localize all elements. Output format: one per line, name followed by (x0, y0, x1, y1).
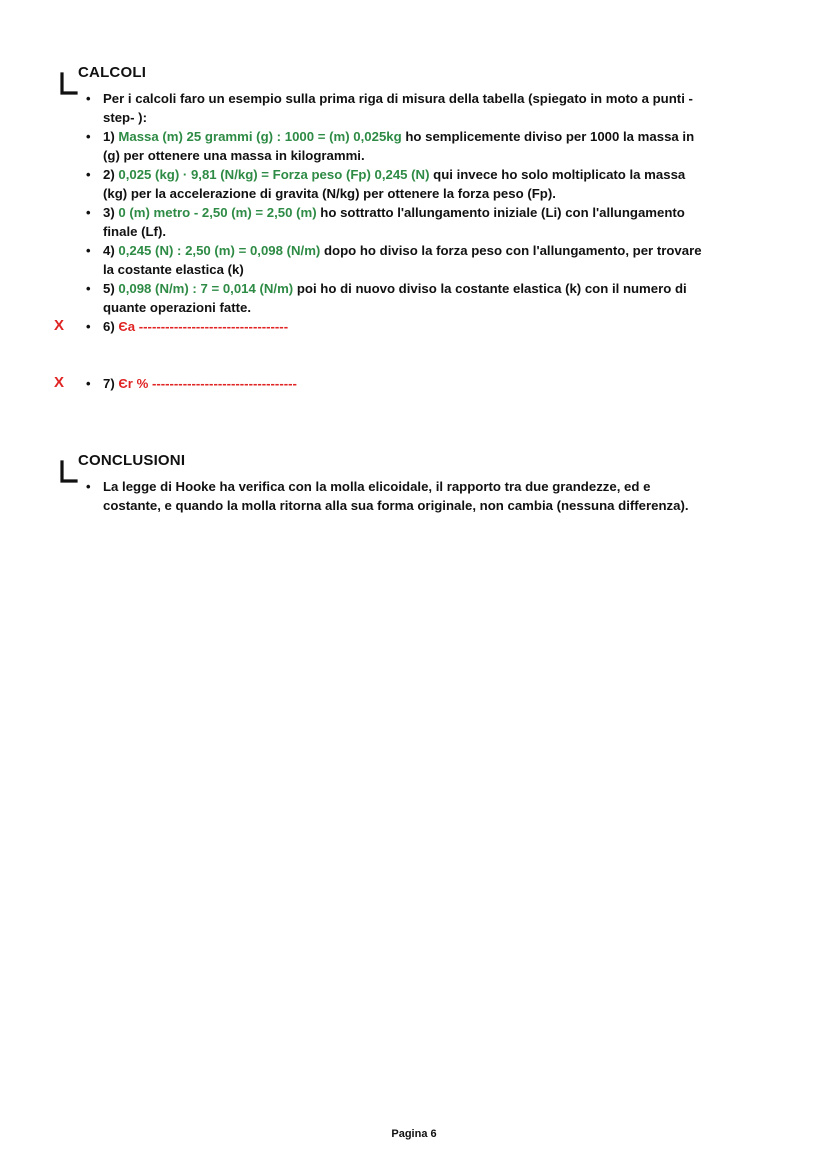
list-item-text: La legge di Hooke ha verifica con la molla elicoidale, il rapporto tra due grandezze, ed e costante, e quando la molla ritorna alla sua forma originale, non cambia (nessuna differenza). (103, 479, 689, 513)
calcoli-section (54, 64, 760, 404)
bullet-icon: • (86, 319, 91, 334)
calculation-explanation: ho sottratto l'allungamento iniziale (Li) con l'allungamento finale (Lf). (103, 205, 685, 239)
calcoli-list (54, 89, 706, 393)
error-mark-icon: X (54, 374, 65, 391)
section-corner-icon (60, 460, 78, 482)
conclusioni-list (86, 477, 706, 515)
bullet-icon: • (86, 243, 91, 258)
list-item (54, 317, 706, 336)
list-item (86, 279, 706, 317)
step-number: 3) (103, 205, 119, 220)
conclusioni-heading: CONCLUSIONI (78, 452, 186, 469)
calculation-explanation: qui invece ho solo moltiplicato la massa (kg) per la accelerazione di gravita (N/kg) per ottenere la forza peso (Fp). (103, 167, 686, 201)
step-number: 4) (103, 243, 119, 258)
calculation-formula: 0 (m) metro - 2,50 (m) = 2,50 (m) (118, 205, 317, 220)
calculation-explanation: dopo ho diviso la forza peso con l'allungamento, per trovare la costante elastica (k) (103, 243, 702, 277)
step-number: 7) (103, 376, 119, 391)
list-item (86, 241, 706, 279)
list-item (86, 127, 706, 165)
calcoli-heading: CALCOLI (78, 64, 147, 81)
step-number: 5) (103, 281, 119, 296)
error-mark-icon: X (54, 317, 65, 334)
missing-calculation: Єr % --------------------------------- (118, 376, 297, 391)
bullet-icon: • (86, 376, 91, 391)
calculation-formula: 0,245 (N) : 2,50 (m) = 0,098 (N/m) (118, 243, 321, 258)
step-number: 6) (103, 319, 119, 334)
calculation-explanation: ho semplicemente diviso per 1000 la massa in (g) per ottenere una massa in kilogrammi. (103, 129, 695, 163)
bullet-icon: • (86, 205, 91, 220)
conclusioni-section (60, 452, 760, 552)
list-item (54, 374, 706, 393)
calculation-explanation: poi ho di nuovo diviso la costante elastica (k) con il numero di quante operazioni fatte. (103, 281, 687, 315)
missing-calculation: Єa ---------------------------------- (118, 319, 289, 334)
calculation-formula: 0,098 (N/m) : 7 = 0,014 (N/m) (118, 281, 294, 296)
calculation-formula: Massa (m) 25 grammi (g) : 1000 = (m) 0,025kg (118, 129, 402, 144)
bullet-icon: • (86, 281, 91, 296)
bullet-icon: • (86, 91, 91, 106)
list-item-text: Per i calcoli faro un esempio sulla prima riga di misura della tabella (spiegato in moto a punti -step- ): (103, 91, 693, 125)
bullet-icon: • (86, 129, 91, 144)
bullet-icon: • (86, 167, 91, 182)
step-number: 1) (103, 129, 119, 144)
list-item (86, 165, 706, 203)
calculation-formula: 0,025 (kg) · 9,81 (N/kg) = Forza peso (Fp) 0,245 (N) (118, 167, 430, 182)
bullet-icon: • (86, 479, 91, 494)
step-number: 2) (103, 167, 119, 182)
list-item (86, 203, 706, 241)
section-corner-icon (60, 72, 78, 94)
list-item (86, 89, 706, 127)
list-item (86, 477, 706, 515)
page-number: Pagina 6 (391, 1128, 437, 1140)
